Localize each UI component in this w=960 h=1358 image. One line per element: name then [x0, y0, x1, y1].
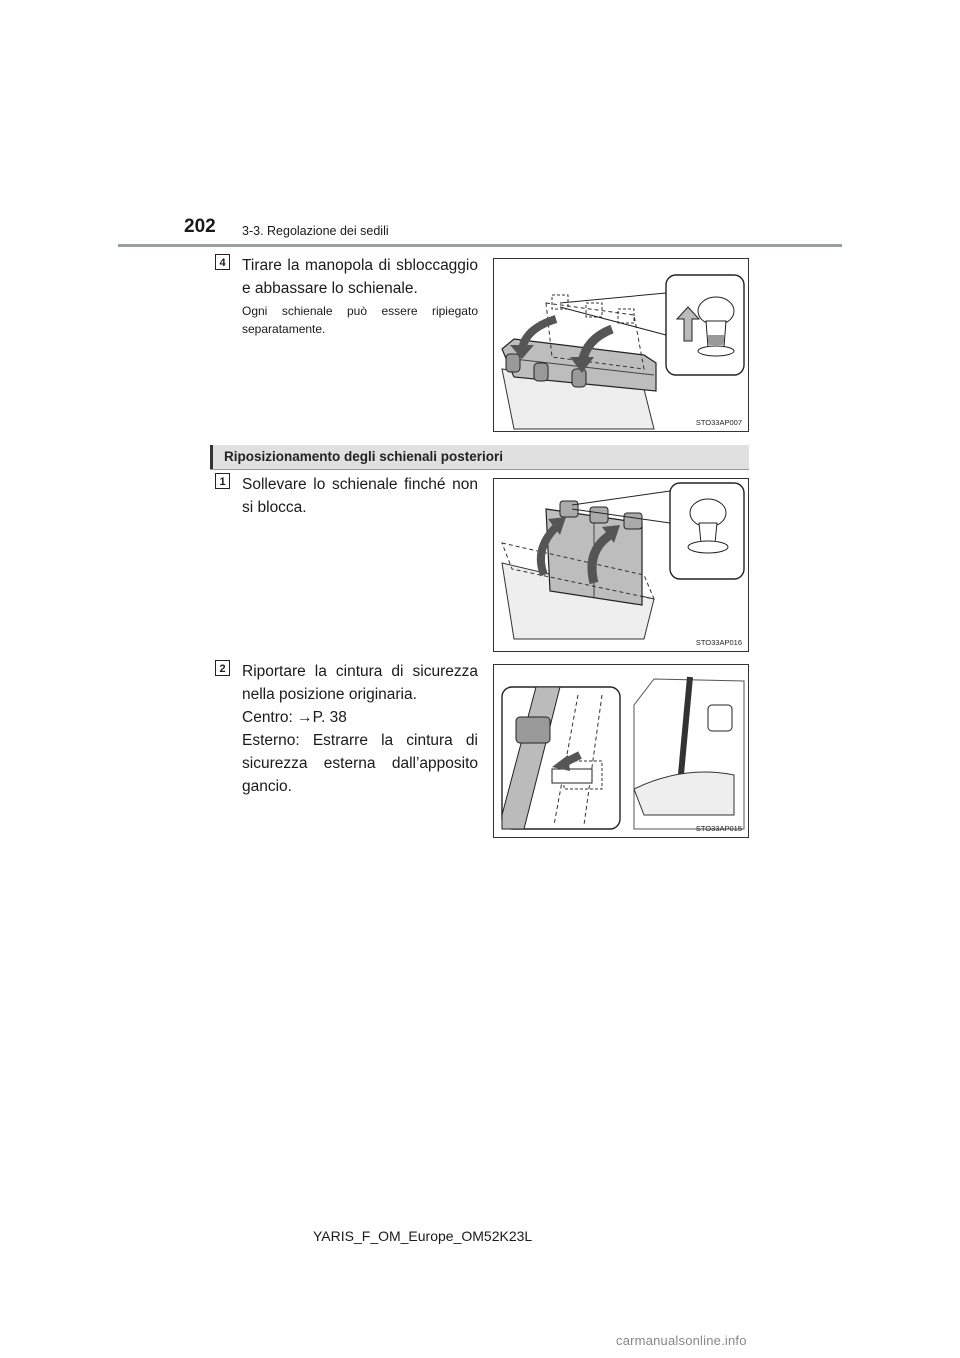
figure-fold-seatback: [493, 258, 749, 432]
step-badge-1: 1: [215, 473, 230, 489]
step-badge-2: 2: [215, 660, 230, 676]
step-2-text-line-1: Riportare la cintura di sicurezza nella posizione originaria.: [242, 663, 478, 703]
page-number: 202: [184, 216, 216, 237]
section-title: 3-3. Regolazione dei sedili: [242, 224, 389, 238]
seatbelt-illustration: [494, 665, 748, 837]
step-1-text: Sollevare lo schienale finché non si blocca.: [242, 476, 478, 516]
section-band-title: Riposizionamento degli schienali posteriori: [224, 449, 504, 464]
step-2-text-line-3: Esterno: Estrarre la cintura di sicurezza esterna dall’apposito gancio.: [242, 732, 478, 795]
header-rule: [118, 244, 842, 247]
step-4-text: Tirare la manopola di sbloccaggio e abbassare lo schienale.: [242, 257, 478, 297]
step-badge-4: 4: [215, 254, 230, 270]
step-4-note: Ogni schienale può essere ripiegato separatamente.: [242, 304, 478, 336]
band-accent: [210, 445, 213, 469]
figure-code: STO33AP016: [695, 638, 742, 647]
document-code: YARIS_F_OM_Europe_OM52K23L: [313, 1228, 533, 1244]
fold-seatback-illustration: [494, 259, 748, 431]
watermark: carmanualsonline.info: [616, 1333, 747, 1348]
figure-raise-seatback: [493, 478, 749, 652]
figure-code: STO33AP007: [695, 418, 742, 427]
raise-seatback-illustration: [494, 479, 748, 651]
figure-code: STO33AP015: [695, 824, 742, 833]
step-2-text-line-2: Centro: →P. 38: [242, 709, 347, 726]
section-band: [210, 445, 749, 470]
figure-seatbelt: [493, 664, 749, 838]
